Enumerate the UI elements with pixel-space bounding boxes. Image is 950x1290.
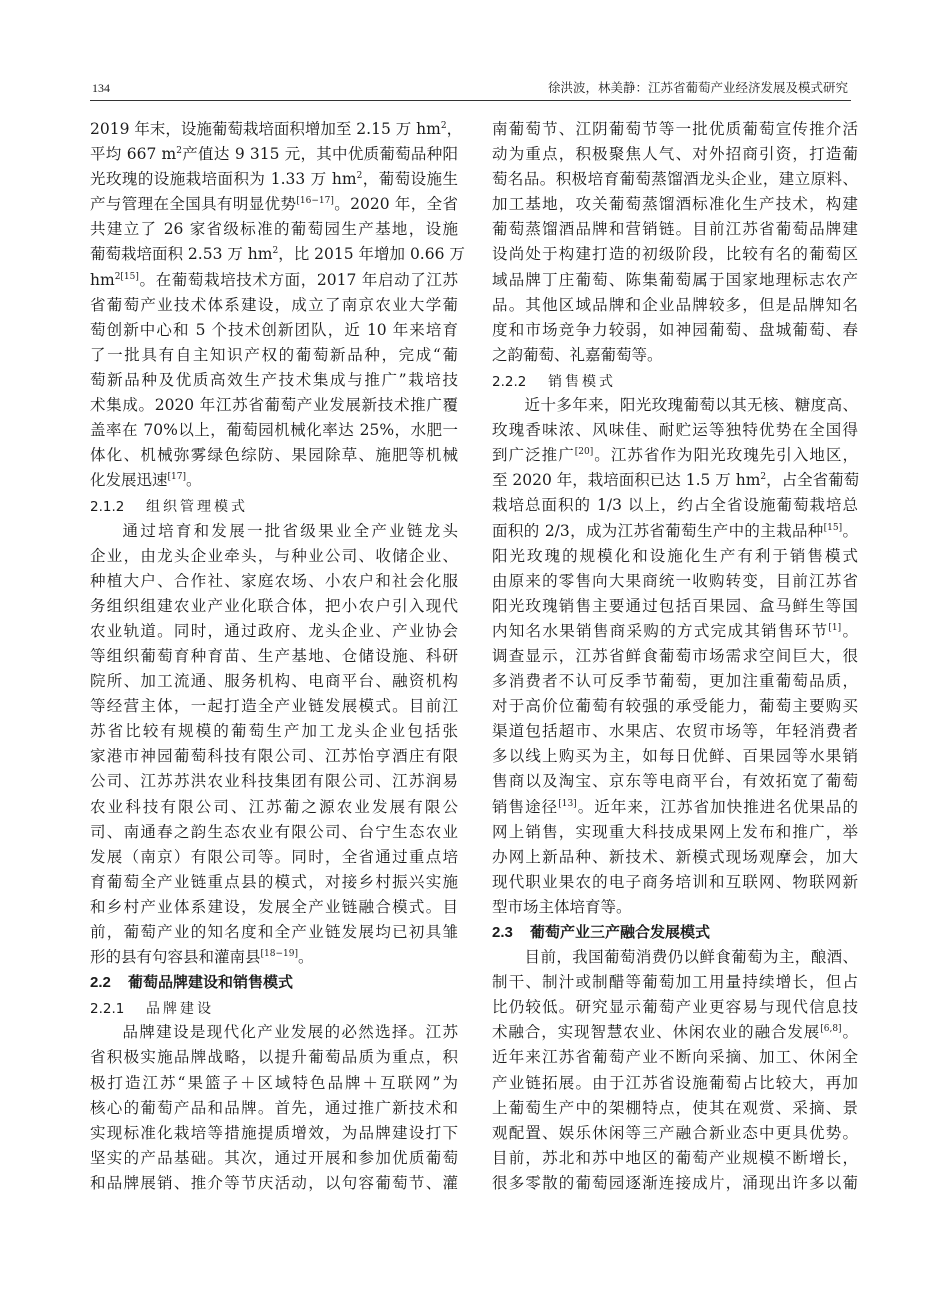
- citation-superscript: [15]: [120, 271, 139, 282]
- line-text: 共建立了 26 家省级标准的葡萄园生产基地，设施: [90, 220, 458, 239]
- section-heading-2-2-2: [492, 368, 858, 393]
- text-line: [90, 468, 458, 493]
- page-number: 134: [92, 81, 110, 95]
- text-line: [492, 268, 858, 293]
- text-line: [492, 820, 858, 845]
- line-text: 品。其他区域品牌和企业品牌较多，但是品牌知名: [492, 295, 858, 314]
- line-text: 调查显示，江苏省鲜食葡萄市场需求空间巨大，很: [492, 646, 858, 665]
- text-line: [90, 242, 465, 267]
- unit-exponent-superscript: 2: [440, 121, 447, 131]
- text-line: [492, 1121, 858, 1146]
- line-text: 育葡萄全产业链重点县的模式，对接乡村振兴实施: [90, 872, 458, 891]
- line-text: 萄新品种及优质高效生产技术集成与推广”栽培技: [90, 370, 458, 389]
- line-text: 之韵葡萄、礼嘉葡萄等。: [492, 345, 663, 364]
- text-line: [90, 167, 458, 192]
- text-line: [492, 795, 858, 820]
- line-text: 术集成。2020 年江苏省葡萄产业发展新技术推广覆: [90, 396, 458, 415]
- text-line: [492, 443, 858, 468]
- paragraph: [492, 945, 858, 1196]
- text-line: [90, 443, 458, 468]
- section-title: 销售模式: [548, 373, 616, 390]
- left-column: [90, 117, 465, 1196]
- text-line: [492, 293, 858, 318]
- text-line: [90, 1171, 458, 1196]
- line-text: 平均 667 m: [90, 145, 177, 164]
- text-line: [492, 142, 858, 167]
- text-line: [492, 1020, 858, 1045]
- text-line: [492, 694, 858, 719]
- section-heading-2-2: [90, 970, 458, 995]
- line-text: 企业，由龙头企业牵头，与种业公司、收储企业、: [90, 546, 458, 565]
- line-text: 度和市场竞争力较弱，如神园葡萄、盘城葡萄、春: [492, 320, 858, 339]
- line-text: 内知名水果销售商采购的方式完成其销售环节: [492, 621, 829, 640]
- line-text: 形的县有句容县和灌南县: [90, 948, 261, 967]
- line-text: 院所、加工流通、服务机构、电商平台、融资机构: [90, 672, 458, 691]
- text-line: [492, 217, 858, 242]
- line-text: 设尚处于构建打造的初级阶段，比较有名的葡萄区: [492, 245, 858, 264]
- citation-superscript: [13]: [558, 798, 577, 809]
- text-line: [90, 594, 458, 619]
- text-line: [90, 217, 458, 242]
- text-line: [492, 468, 858, 493]
- line-text: 由原来的零售向大果商统一收购转变，目前江苏省: [492, 571, 858, 590]
- line-text: 。江苏省作为阳光玫瑰先引入地区，: [593, 446, 858, 465]
- line-text: 光玫瑰的设施栽培面积为 1.33 万 hm: [90, 170, 357, 189]
- section-number: 2.1.2: [90, 499, 125, 516]
- text-line: [90, 142, 458, 167]
- right-column: [492, 117, 858, 1196]
- text-line: [492, 619, 858, 644]
- line-text: 司、南通春之韵生态农业有限公司、台宁生态农业: [90, 822, 458, 841]
- text-line: [492, 870, 858, 895]
- line-text: 渠道包括超市、水果店、农贸市场等，年轻消费者: [492, 722, 858, 741]
- line-text: 。: [841, 621, 858, 640]
- line-text: 制干、制汁或制醋等葡萄加工用量持续增长，但占: [492, 973, 858, 992]
- section-title: 葡萄产业三产融合发展模式: [530, 923, 711, 941]
- text-line: [90, 1045, 458, 1070]
- line-text: 种植大户、合作社、家庭农场、小农户和社会化服: [90, 571, 458, 590]
- line-text: 体化、机械弥雾绿色综防、果园除草、施肥等机械: [90, 446, 458, 465]
- line-text: 产与管理在全国具有明显优势: [90, 195, 297, 214]
- citation-superscript: [16−17]: [296, 196, 334, 207]
- line-text: 和品牌展销、推介等节庆活动，以句容葡萄节、灌: [90, 1173, 458, 1192]
- text-line: [90, 318, 458, 343]
- line-text: 核心的葡萄产品和品牌。首先，通过推广新技术和: [90, 1098, 458, 1117]
- text-line: [90, 368, 458, 393]
- section-title: 组织管理模式: [146, 499, 248, 516]
- line-text: 葡萄蒸馏酒品牌和营销链。目前江苏省葡萄品牌建: [492, 220, 858, 239]
- text-line: [90, 795, 458, 820]
- line-text: 前，葡萄产业的知名度和全产业链发展均已初具雏: [90, 923, 458, 941]
- line-text: 网上销售，实现重大科技成果网上发布和推广，举: [492, 822, 858, 841]
- text-line: [492, 1171, 858, 1196]
- text-line: [492, 644, 858, 669]
- line-text: 通过培育和发展一批省级果业全产业链龙头: [122, 521, 458, 540]
- text-line: [492, 192, 858, 217]
- text-line: [90, 820, 458, 845]
- text-line: [90, 569, 458, 594]
- text-line: [492, 1146, 858, 1171]
- line-text: 。: [297, 948, 314, 967]
- text-line: [90, 117, 463, 142]
- line-text: 。: [186, 471, 202, 490]
- line-text: 农业科技有限公司、江苏葡之源农业发展有限公: [90, 797, 458, 816]
- section-heading-2-1-2: [90, 493, 458, 518]
- line-text: 葡萄栽培面积 2.53 万 hm: [90, 245, 273, 264]
- line-text: 术融合，实现智慧农业、休闲农业的融合发展: [492, 1023, 821, 1042]
- line-text: 阳光玫瑰销售主要通过包括百果园、盒马鲜生等国: [492, 596, 858, 615]
- line-text: 2019 年末，设施葡萄栽培面积增加至 2.15 万 hm: [90, 120, 441, 138]
- paragraph: [492, 117, 858, 368]
- paragraph: [90, 117, 465, 493]
- text-line: [90, 1096, 458, 1121]
- section-title: 葡萄品牌建设和销售模式: [128, 973, 294, 992]
- text-line: [90, 769, 458, 794]
- line-text: 目前，苏北和苏中地区的葡萄产业规模不断增长，: [492, 1148, 858, 1167]
- line-text: hm: [90, 270, 115, 289]
- section-number: 2.3: [492, 924, 513, 941]
- line-text: ，比 2015 年增加 0.66 万: [278, 245, 465, 264]
- line-text: 至 2020 年，栽培面积已达 1.5 万 hm: [492, 471, 761, 490]
- text-line: [90, 669, 458, 694]
- text-line: [492, 845, 858, 870]
- line-text: 域品牌丁庄葡萄、陈集葡萄属于国家地理标志农产: [492, 270, 858, 289]
- text-line: [492, 1071, 858, 1096]
- text-line: [492, 117, 858, 142]
- line-text: 发展（南京）有限公司等。同时，全省通过重点培: [90, 847, 458, 866]
- line-text: 务组织组建农业产业化联合体，把小农户引入现代: [90, 596, 458, 615]
- text-line: [492, 669, 858, 694]
- text-line: [492, 945, 858, 970]
- line-text: 型市场主体培育等。: [492, 897, 632, 916]
- line-text: ，葡萄设施生: [362, 170, 458, 189]
- line-text: 。2020 年，全省: [333, 195, 458, 214]
- text-line: [90, 945, 458, 970]
- line-text: 上葡萄生产中的架棚特点，使其在观赏、采摘、景: [492, 1098, 858, 1117]
- text-line: [492, 1096, 858, 1121]
- line-text: 产业链拓展。由于江苏省设施葡萄占比较大，再加: [492, 1073, 858, 1092]
- text-line: [90, 343, 458, 368]
- line-text: 加工基地，攻关葡萄蒸馏酒标准化生产技术，构建: [492, 195, 858, 214]
- text-line: [90, 1071, 458, 1096]
- line-text: 苏省比较有规模的葡萄生产加工龙头企业包括张: [90, 722, 458, 741]
- text-line: [90, 619, 458, 644]
- text-line: [492, 744, 858, 769]
- text-line: [90, 544, 458, 569]
- line-text: 近年来江苏省葡萄产业不断向采摘、加工、休闲全: [492, 1048, 858, 1067]
- line-text: 很多零散的葡萄园逐渐连接成片，涌现出许多以葡: [492, 1173, 858, 1192]
- paragraph: [90, 1020, 458, 1196]
- text-line: [492, 393, 858, 418]
- text-line: [90, 418, 458, 443]
- line-text: 萄名品。积极培育葡萄蒸馏酒龙头企业，建立原料、: [492, 170, 858, 189]
- text-line: [90, 845, 458, 870]
- text-line: [492, 769, 858, 794]
- line-text: 面积的 2/3，成为江苏省葡萄生产中的主栽品种: [492, 521, 824, 540]
- text-line: [90, 694, 458, 719]
- text-line: [90, 1146, 458, 1171]
- line-text: 。: [842, 521, 858, 540]
- line-text: 售商以及淘宝、京东等电商平台，有效拓宽了葡萄: [492, 772, 858, 791]
- text-line: [492, 318, 858, 343]
- line-text: 阳光玫瑰的规模化和设施化生产有利于销售模式: [492, 546, 858, 565]
- line-text: 销售途径: [492, 797, 559, 816]
- line-text: 农业轨道。同时，通过政府、龙头企业、产业协会: [90, 621, 458, 640]
- text-line: [90, 895, 458, 920]
- text-line: [492, 719, 858, 744]
- text-line: [90, 293, 458, 318]
- line-text: 公司、江苏苏洪农业科技集团有限公司、江苏润易: [90, 772, 458, 791]
- text-line: [492, 1045, 858, 1070]
- text-line: [492, 418, 858, 443]
- line-text: 比仍较低。研究显示葡萄产业更容易与现代信息技: [492, 998, 858, 1017]
- line-text: 省积极实施品牌战略，以提升葡萄品质为重点，积: [90, 1048, 458, 1067]
- line-text: 。在葡萄栽培技术方面，2017 年启动了江苏: [138, 270, 458, 289]
- unit-exponent-superscript: 2: [114, 271, 121, 282]
- section-heading-2-2-1: [90, 995, 458, 1020]
- text-line: [90, 870, 458, 895]
- line-text: 和乡村产业体系建设，发展全产业链融合模式。目: [90, 897, 458, 916]
- text-line: [90, 1020, 458, 1045]
- line-text: 萄创新中心和 5 个技术创新团队，近 10 年来培育: [90, 320, 458, 339]
- line-text: 。: [841, 1023, 858, 1042]
- line-text: 目前，我国葡萄消费仍以鲜食葡萄为主，酿酒、: [524, 948, 858, 967]
- citation-superscript: [20]: [574, 447, 594, 458]
- text-line: [492, 167, 858, 192]
- text-line: [90, 744, 458, 769]
- line-text: 等组织葡萄育种育苗、生产基地、仓储设施、科研: [90, 646, 458, 665]
- header-rule: [90, 100, 851, 101]
- citation-superscript: [17]: [167, 472, 186, 483]
- line-text: 多消费者不认可反季节葡萄，更加注重葡萄品质，: [492, 672, 858, 691]
- text-line: [90, 644, 458, 669]
- line-text: 近十多年来，阳光玫瑰葡萄以其无核、糖度高、: [524, 396, 858, 415]
- line-text: ，: [446, 120, 463, 138]
- citation-superscript: [15]: [823, 522, 843, 533]
- section-title: 品牌建设: [146, 1001, 214, 1018]
- line-text: 到广泛推广: [492, 446, 575, 465]
- text-line: [492, 895, 858, 920]
- line-text: 。近年来，江苏省加快推进名优果品的: [576, 797, 858, 816]
- citation-superscript: [1]: [828, 622, 842, 633]
- line-text: 产值达 9 315 元，其中优质葡萄品种阳: [182, 145, 458, 164]
- line-text: 南葡萄节、江阴葡萄节等一批优质葡萄宣传推介活: [492, 120, 858, 138]
- section-heading-2-3: [492, 920, 858, 945]
- section-number: 2.2: [90, 974, 111, 992]
- section-number: 2.2.1: [90, 1001, 125, 1018]
- unit-exponent-superscript: 2: [356, 171, 363, 182]
- text-line: [90, 1121, 458, 1146]
- unit-exponent-superscript: 2: [760, 472, 767, 483]
- text-line: [492, 343, 858, 368]
- line-text: 了一批具有自主知识产权的葡萄新品种，完成“葡: [90, 345, 458, 364]
- line-text: 办网上新品种、新技术、新模式现场观摩会，加大: [492, 847, 858, 866]
- unit-exponent-superscript: 2: [272, 246, 279, 257]
- paragraph: [492, 393, 858, 920]
- paragraph: [90, 519, 458, 971]
- line-text: 对于高价位葡萄有较强的承受能力，葡萄主要购买: [492, 697, 858, 716]
- line-text: 家港市神园葡萄科技有限公司、江苏怡亨酒庄有限: [90, 747, 458, 766]
- text-line: [492, 594, 858, 619]
- citation-superscript: [18−19]: [260, 949, 298, 960]
- text-line: [492, 493, 858, 518]
- line-text: 极打造江苏“果篮子＋区域特色品牌＋互联网”为: [90, 1073, 458, 1092]
- text-line: [90, 519, 458, 544]
- text-line: [492, 970, 858, 995]
- line-text: 栽培总面积的 1/3 以上，约占全省设施葡萄栽培总: [492, 496, 858, 515]
- line-text: 省葡萄产业技术体系建设，成立了南京农业大学葡: [90, 295, 458, 314]
- line-text: 坚实的产品基础。其次，通过开展和参加优质葡萄: [90, 1148, 458, 1167]
- line-text: 观配置、娱乐休闲等三产融合新业态中更具优势。: [492, 1123, 858, 1142]
- text-line: [492, 569, 858, 594]
- text-line: [492, 519, 858, 544]
- line-text: 动为重点，积极聚焦人气、对外招商引资，打造葡: [492, 145, 858, 164]
- line-text: 实现标准化栽培等措施提质增效，为品牌建设打下: [90, 1123, 458, 1142]
- text-line: [90, 393, 458, 418]
- text-line: [492, 544, 858, 569]
- text-line: [492, 995, 858, 1020]
- text-line: [90, 192, 458, 217]
- line-text: ，占全省葡萄: [766, 471, 860, 490]
- line-text: 等经营主体，一起打造全产业链发展模式。目前江: [90, 697, 458, 716]
- text-line: [90, 920, 458, 945]
- text-line: [90, 268, 458, 293]
- line-text: 玫瑰香味浓、风味佳、耐贮运等独特优势在全国得: [492, 421, 858, 440]
- line-text: 盖率在 70%以上，葡萄园机械化率达 25%，水肥一: [90, 421, 458, 440]
- running-title: 徐洪波，林美静：江苏省葡萄产业经济发展及模式研究: [547, 80, 848, 95]
- line-text: 多以线上购买为主，如每日优鲜、百果园等水果销: [492, 747, 858, 766]
- section-number: 2.2.2: [492, 373, 527, 390]
- line-text: 现代职业果农的电子商务培训和互联网、物联网新: [492, 872, 858, 891]
- line-text: 品牌建设是现代化产业发展的必然选择。江苏: [122, 1023, 458, 1042]
- citation-superscript: [6,8]: [820, 1024, 842, 1035]
- text-line: [90, 719, 458, 744]
- unit-exponent-superscript: 2: [176, 146, 182, 157]
- line-text: 化发展迅速: [90, 471, 168, 490]
- text-line: [492, 242, 858, 267]
